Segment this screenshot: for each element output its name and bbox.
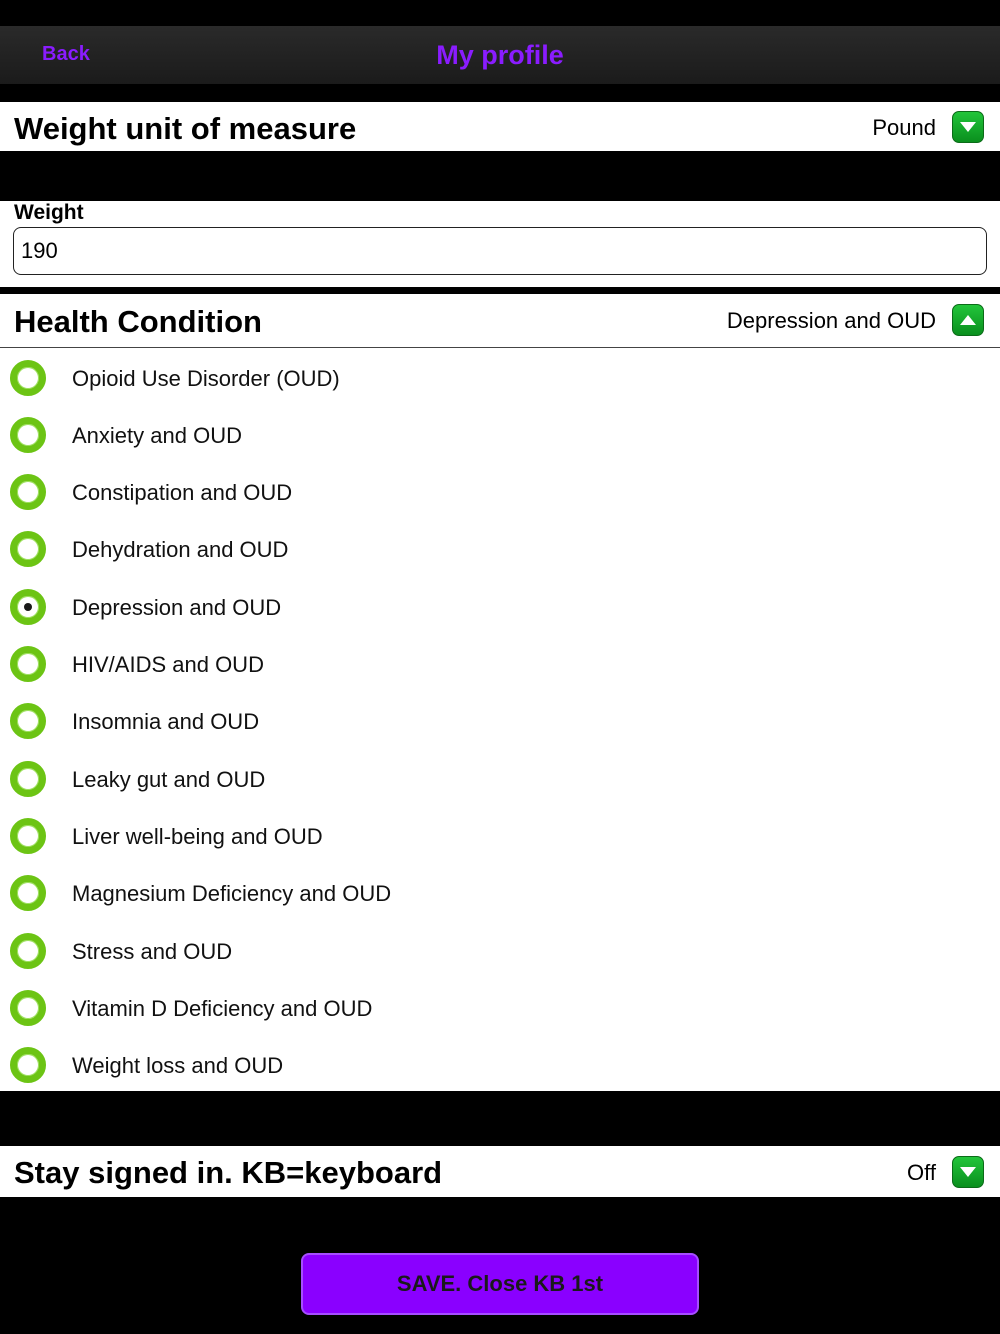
- radio-button[interactable]: [10, 474, 46, 510]
- condition-label: HIV/AIDS and OUD: [72, 652, 264, 677]
- chevron-down-icon[interactable]: [952, 111, 984, 143]
- radio-button-selected[interactable]: [10, 589, 46, 625]
- radio-button[interactable]: [10, 818, 46, 854]
- health-condition-title: Health Condition: [14, 304, 262, 339]
- list-item[interactable]: [0, 406, 1000, 463]
- stay-signed-in-title: Stay signed in. KB=keyboard: [14, 1155, 443, 1190]
- list-item[interactable]: [0, 463, 1000, 520]
- radio-button[interactable]: [10, 1047, 46, 1083]
- radio-button[interactable]: [10, 875, 46, 911]
- list-item[interactable]: [0, 349, 1000, 406]
- condition-label: Leaky gut and OUD: [72, 767, 266, 792]
- list-item[interactable]: [0, 635, 1000, 692]
- radio-button[interactable]: [10, 646, 46, 682]
- condition-label: Vitamin D Deficiency and OUD: [72, 996, 373, 1021]
- weight-input[interactable]: [13, 227, 987, 275]
- list-item[interactable]: [0, 750, 1000, 807]
- radio-button[interactable]: [10, 417, 46, 453]
- condition-label: Insomnia and OUD: [72, 709, 260, 734]
- back-button[interactable]: Back: [42, 43, 90, 65]
- condition-label: Liver well-being and OUD: [72, 824, 323, 849]
- weight-unit-value: Pound: [872, 115, 936, 140]
- list-item[interactable]: [0, 807, 1000, 864]
- list-item[interactable]: [0, 1036, 1000, 1093]
- radio-button[interactable]: [10, 761, 46, 797]
- navigation-bar: [0, 26, 1000, 84]
- list-item[interactable]: [0, 979, 1000, 1036]
- weight-unit-title: Weight unit of measure: [14, 111, 357, 146]
- stay-signed-in-value: Off: [907, 1160, 936, 1185]
- condition-label: Anxiety and OUD: [72, 423, 242, 448]
- weight-label: Weight: [14, 201, 84, 224]
- health-condition-value: Depression and OUD: [726, 308, 936, 333]
- radio-button[interactable]: [10, 933, 46, 969]
- radio-button[interactable]: [10, 531, 46, 567]
- condition-label: Constipation and OUD: [72, 480, 293, 505]
- weight-unit-row[interactable]: [0, 102, 1000, 151]
- health-condition-list: [0, 348, 1000, 1091]
- radio-button[interactable]: [10, 703, 46, 739]
- chevron-down-icon[interactable]: [952, 1156, 984, 1188]
- list-item[interactable]: [0, 520, 1000, 577]
- radio-button[interactable]: [10, 990, 46, 1026]
- condition-label: Stress and OUD: [72, 939, 233, 964]
- list-item[interactable]: [0, 692, 1000, 749]
- condition-label: Depression and OUD: [72, 595, 282, 620]
- stay-signed-in-row[interactable]: [0, 1146, 1000, 1197]
- condition-label: Dehydration and OUD: [72, 537, 289, 562]
- condition-label: Opioid Use Disorder (OUD): [72, 366, 340, 391]
- weight-section: [0, 201, 1000, 287]
- radio-button[interactable]: [10, 360, 46, 396]
- save-button[interactable]: SAVE. Close KB 1st: [301, 1253, 699, 1315]
- list-item[interactable]: [0, 864, 1000, 921]
- health-condition-row[interactable]: [0, 294, 1000, 348]
- chevron-up-icon[interactable]: [952, 304, 984, 336]
- condition-label: Weight loss and OUD: [72, 1053, 284, 1078]
- list-item[interactable]: [0, 922, 1000, 979]
- condition-label: Magnesium Deficiency and OUD: [72, 881, 392, 906]
- page-title: My profile: [436, 40, 564, 70]
- list-item[interactable]: [0, 578, 1000, 635]
